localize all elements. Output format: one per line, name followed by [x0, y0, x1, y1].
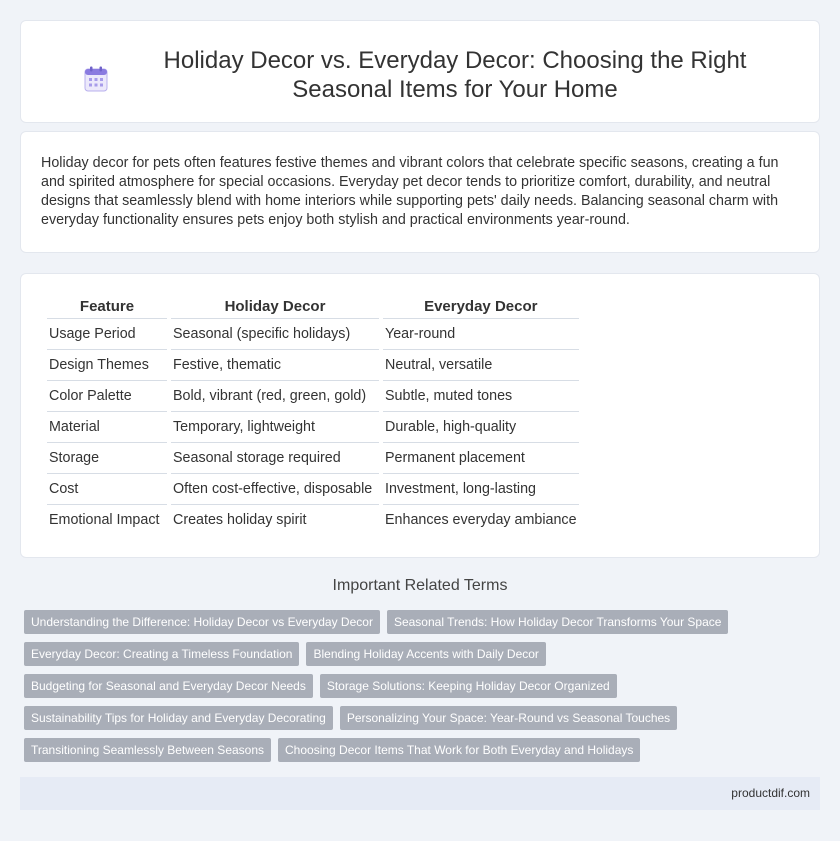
- table-cell: Color Palette: [47, 381, 167, 412]
- tag-row: [24, 610, 804, 634]
- table-cell: Emotional Impact: [49, 512, 160, 528]
- page-title: Holiday Decor vs. Everyday Decor: Choosing the Right Seasonal Items for Your Home: [163, 47, 747, 103]
- tag-row: [24, 642, 804, 666]
- intro-card: [20, 131, 820, 253]
- related-term-tag[interactable]: Storage Solutions: Keeping Holiday Decor Organized: [320, 674, 617, 698]
- table-cell: Festive, thematic: [171, 350, 379, 381]
- table-row: [47, 319, 579, 350]
- table-cell: Enhances everyday ambiance: [385, 512, 577, 528]
- related-term-tag[interactable]: Seasonal Trends: How Holiday Decor Transforms Your Space: [387, 610, 729, 634]
- footer: [20, 777, 820, 810]
- table-header-row: [47, 294, 579, 319]
- table-row: [47, 505, 579, 535]
- table-cell: Neutral, versatile: [383, 350, 579, 381]
- table-cell: Subtle, muted tones: [383, 381, 579, 412]
- table-cell: Year-round: [383, 319, 579, 350]
- related-terms-heading: Important Related Terms: [332, 577, 508, 594]
- table-cell: Creates holiday spirit: [173, 512, 307, 528]
- column-header-feature: Feature: [47, 294, 167, 319]
- related-term-tag[interactable]: Transitioning Seamlessly Between Seasons: [24, 738, 271, 762]
- table-row: [47, 443, 579, 474]
- table-cell: Storage: [47, 443, 167, 474]
- table-cell: Temporary, lightweight: [171, 412, 379, 443]
- column-header-holiday: Holiday Decor: [171, 294, 379, 319]
- table-cell: Usage Period: [47, 319, 167, 350]
- related-term-tag[interactable]: Choosing Decor Items That Work for Both Everyday and Holidays: [278, 738, 640, 762]
- footer-site-link[interactable]: productdif.com: [731, 786, 810, 800]
- comparison-table: [43, 294, 583, 535]
- table-cell: Seasonal storage required: [171, 443, 379, 474]
- table-cell: Permanent placement: [383, 443, 579, 474]
- related-term-tag[interactable]: Sustainability Tips for Holiday and Everyday Decorating: [24, 706, 333, 730]
- related-term-tag[interactable]: Understanding the Difference: Holiday Decor vs Everyday Decor: [24, 610, 380, 634]
- column-header-everyday: Everyday Decor: [383, 294, 579, 319]
- related-terms-list: [24, 610, 804, 770]
- table-cell: Cost: [47, 474, 167, 505]
- table-cell: Design Themes: [47, 350, 167, 381]
- calendar-icon: [84, 66, 108, 92]
- tag-row: [24, 706, 804, 730]
- related-term-tag[interactable]: Budgeting for Seasonal and Everyday Decor Needs: [24, 674, 313, 698]
- related-term-tag[interactable]: Personalizing Your Space: Year-Round vs Seasonal Touches: [340, 706, 677, 730]
- tag-row: [24, 674, 804, 698]
- table-row: [47, 381, 579, 412]
- related-term-tag[interactable]: Everyday Decor: Creating a Timeless Foundation: [24, 642, 299, 666]
- tag-row: [24, 738, 804, 762]
- table-row: [47, 350, 579, 381]
- table-cell: Durable, high-quality: [383, 412, 579, 443]
- table-cell: Material: [47, 412, 167, 443]
- table-cell: Often cost-effective, disposable: [171, 474, 379, 505]
- table-row: [47, 412, 579, 443]
- table-cell: Bold, vibrant (red, green, gold): [171, 381, 379, 412]
- title-card: [20, 20, 820, 123]
- table-cell: Investment, long-lasting: [383, 474, 579, 505]
- table-row: [47, 474, 579, 505]
- intro-paragraph: Holiday decor for pets often features festive themes and vibrant colors that celebrate specific seasons, creating a fun and spirited atmosphere for special occasions. Everyday pet decor tends to prioritize comfort, durability, and neutral designs that seamlessly blend with home interiors while supporting pets' daily needs. Balancing seasonal charm with everyday functionality ensures pets enjoy both stylish and practical environments year-round.: [41, 155, 779, 228]
- comparison-card: [20, 273, 820, 558]
- table-cell: Seasonal (specific holidays): [171, 319, 379, 350]
- related-term-tag[interactable]: Blending Holiday Accents with Daily Decor: [306, 642, 545, 666]
